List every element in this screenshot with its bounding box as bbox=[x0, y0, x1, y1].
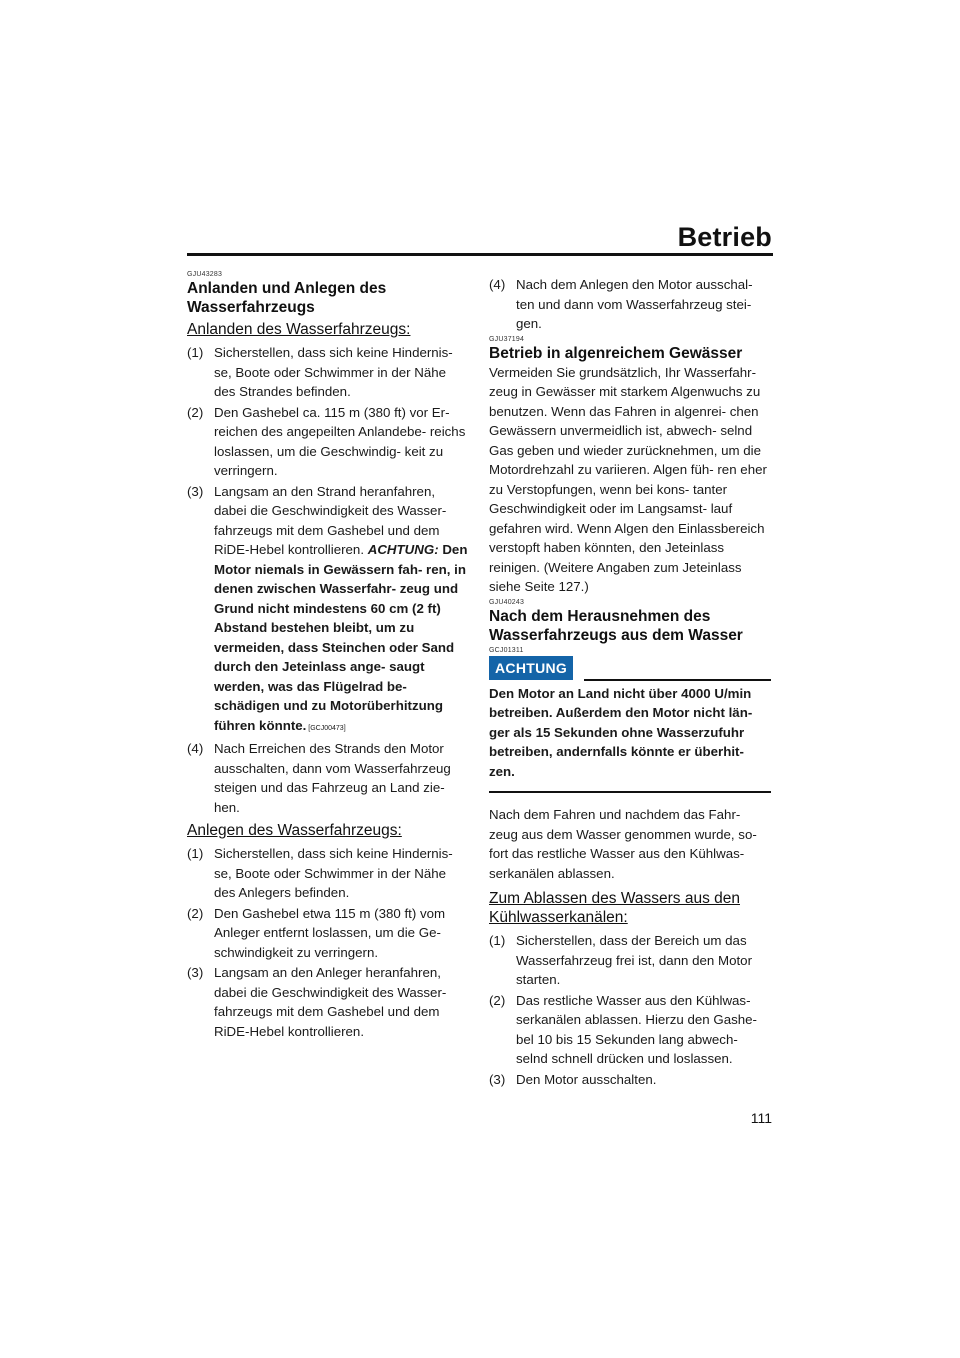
list-number: (1) bbox=[187, 846, 204, 861]
paragraph: Vermeiden Sie grundsätzlich, Ihr Wasserfahr- zeug in Gewässer mit starkem Algenwuchs zu benutzen. Wenn das Fahren in algenrei- chen Gewässern unvermeidlich ist, abwech- selnd Gas geben und wieder zurücknehmen, um die Motordrehzahl zu variieren. Algen füh- ren eher zu Verstopfungen, wenn bei kons- tanter Geschwindigkeit oder im Langsamst- lauf gefahren wird. Wenn Algen den Einlassbereich verstopft haben könnten, den Jeteinlass reinigen. (Weitere Angaben zum Jeteinlass siehe Seite 127.) bbox=[489, 364, 767, 594]
list-number: (3) bbox=[489, 1071, 506, 1087]
list-text: Das restliche Wasser aus den Kühlwas- serkanälen ablassen. Hierzu den Gashe- bel 10 bis 15 Sekunden lang abwech- selnd schnell drücken und loslassen. bbox=[516, 992, 757, 1066]
list-text: Nach Erreichen des Strands den Motor ausschalten, dann vom Wasserfahrzeug steigen und das Fahrzeug an Land zie- hen. bbox=[214, 741, 451, 815]
section-code: GJU43283 bbox=[187, 271, 223, 278]
page-title: Betrieb bbox=[677, 222, 772, 252]
section-code: GJU37194 bbox=[489, 335, 525, 343]
section-heading: Betrieb in algenreichem Gewässer bbox=[489, 344, 743, 362]
list-text: Den Gashebel ca. 115 m (380 ft) vor Er- reichen des angepeilten Anlandebe- reichs loslassen, um die Geschwindig- keit zu verringern. bbox=[214, 404, 466, 478]
list-item bbox=[489, 991, 771, 1069]
section-heading: Anlanden und Anlegen des Wasserfahrzeugs bbox=[187, 280, 387, 316]
warning-code: [GCJ00473] bbox=[306, 724, 346, 732]
caution-bottom-rule bbox=[489, 791, 771, 793]
list-text: Sicherstellen, dass sich keine Hindernis- se, Boote oder Schwimmer in der Nähe des Anlegers befinden. bbox=[214, 846, 453, 900]
left-column bbox=[187, 271, 469, 1042]
list-item bbox=[187, 739, 469, 817]
list-text: Den Motor ausschalten. bbox=[516, 1071, 657, 1087]
subheading-landing: Anlanden des Wasserfahrzeugs: bbox=[187, 321, 411, 338]
paragraph: Nach dem Fahren und nachdem das Fahr- zeug aus dem Wasser genommen wurde, so- fort das restliche Wasser aus den Kühlwas- serkanälen ablassen. bbox=[489, 807, 757, 881]
list-item bbox=[489, 275, 771, 334]
list-number: (2) bbox=[187, 404, 204, 420]
subheading-mooring: Anlegen des Wasserfahrzeugs: bbox=[187, 822, 402, 839]
list-item bbox=[187, 844, 469, 903]
achtung-badge: ACHTUNG bbox=[489, 656, 573, 680]
list-text: Den Gashebel etwa 115 m (380 ft) vom Anleger entfernt loslassen, um die Ge- schwindigkeit zu verringern. bbox=[214, 905, 446, 960]
list-number: (4) bbox=[489, 277, 506, 292]
list-number: (1) bbox=[489, 933, 506, 948]
caution-header bbox=[489, 656, 771, 681]
subheading-draining: Zum Ablassen des Wassers aus den Kühlwasserkanälen: bbox=[489, 890, 740, 926]
list-number: (3) bbox=[187, 483, 204, 499]
list-number: (2) bbox=[187, 905, 204, 921]
list-text: Langsam an den Strand heranfahren, dabei die Geschwindigkeit des Wasser- fahrzeugs mit dem Gashebel und dem RiDE-Hebel kontrollieren. bbox=[214, 483, 447, 557]
list-number: (1) bbox=[187, 345, 204, 360]
caution-code: GCJ01311 bbox=[489, 646, 524, 654]
right-column bbox=[489, 275, 771, 1090]
page-number: 111 bbox=[750, 1110, 772, 1126]
list-text: Sicherstellen, dass der Bereich um das Wasserfahrzeug frei ist, dann den Motor starten. bbox=[516, 933, 753, 987]
achtung-inline-text: Den Motor niemals in Gewässern fah- ren, in denen zwischen Wasserfahr- zeug und Grund nicht mindestens 60 cm (2 ft) Abstand bestehen bleibt, um zu vermeiden, dass Steinchen oder Sand durch den Jeteinlass ange- saugt werden, was das Flügelrad be- schädigen und zu Motorüberhitzung führen könnte. bbox=[214, 542, 468, 733]
list-item bbox=[489, 1070, 771, 1090]
caution-top-rule bbox=[584, 679, 771, 681]
list-item bbox=[187, 343, 469, 402]
achtung-inline-label: ACHTUNG: bbox=[367, 542, 439, 557]
list-item bbox=[187, 963, 469, 1041]
list-item bbox=[187, 403, 469, 481]
list-number: (2) bbox=[489, 992, 506, 1008]
list-text: Nach dem Anlegen den Motor ausschal- ten und dann vom Wasserfahrzeug stei- gen. bbox=[516, 277, 753, 331]
section-code: GJU40243 bbox=[489, 598, 525, 606]
list-number: (3) bbox=[187, 965, 204, 980]
section-heading: Nach dem Herausnehmen des Wasserfahrzeugs aus dem Wasser bbox=[489, 607, 743, 644]
list-item bbox=[187, 904, 469, 963]
caution-text: Den Motor an Land nicht über 4000 U/min betreiben. Außerdem den Motor nicht län- ger als 15 Sekunden ohne Wasserzufuhr betreiben, andernfalls könnte er überhit- zen. bbox=[489, 685, 753, 779]
list-item bbox=[187, 482, 469, 739]
list-number: (4) bbox=[187, 741, 204, 756]
list-text: Langsam an den Anleger heranfahren, dabei die Geschwindigkeit des Wasser- fahrzeugs mit dem Gashebel und dem RiDE-Hebel kontrollieren. bbox=[214, 965, 447, 1039]
list-text: Sicherstellen, dass sich keine Hindernis- se, Boote oder Schwimmer in der Nähe des Strandes befinden. bbox=[214, 345, 453, 399]
header-rule bbox=[187, 253, 773, 256]
list-item bbox=[489, 931, 771, 990]
